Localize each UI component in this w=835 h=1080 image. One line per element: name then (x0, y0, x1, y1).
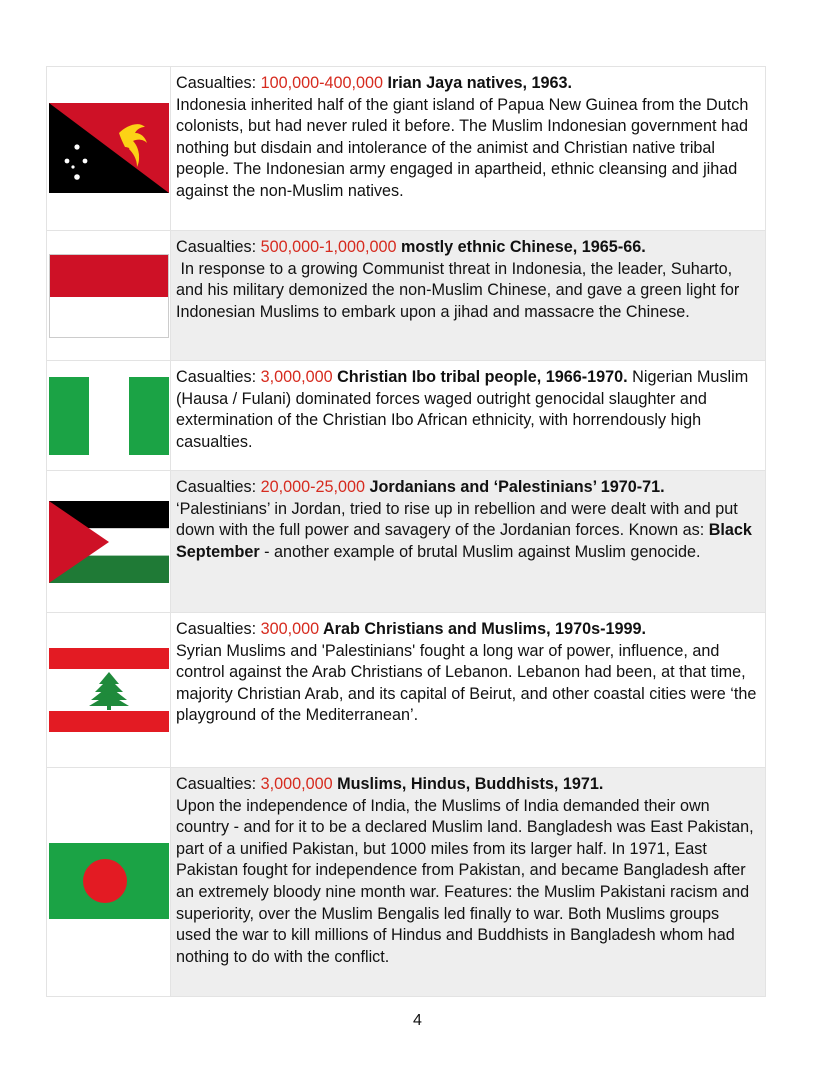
entry-description: Syrian Muslims and 'Palestinians' fought a long war of power, influence, and control against the Arab Christians of Lebanon. Lebanon had been, at that time, majority Christian Arab, and its capital of Beirut, and other coastal cities were ‘the playground of the Mediterranean’. (176, 641, 757, 725)
entry-description: ‘Palestinians’ in Jordan, tried to rise up in rebellion and were dealt with and put down with the full power and savagery of the Jordanian forces. Known as: (176, 499, 738, 540)
casualties-label: Casualties: (176, 368, 261, 386)
flag-cell (47, 471, 171, 612)
entry-description: Nigerian Muslim (Hausa / Fulani) dominated forces waged outright genocidal slaughter and extermination of the Christian Ibo African ethnicity, with horrendously high casualties. (176, 368, 749, 451)
black-september-label: Black September (176, 521, 752, 561)
table-row (46, 231, 766, 361)
table-row (46, 613, 766, 768)
flag-cell (47, 613, 171, 767)
casualties-figure: 3,000,000 (260, 775, 333, 793)
entry-text (171, 361, 765, 470)
entry-text (171, 768, 765, 996)
flag-cell (47, 768, 171, 996)
casualties-label: Casualties: (176, 74, 261, 92)
table-row (46, 67, 766, 231)
papua-new-guinea-flag-icon (49, 103, 169, 193)
entry-description: Upon the independence of India, the Muslims of India demanded their own country - and for it to be a declared Muslim land. Bangladesh was East Pakistan, part of a unified Pakistan, but 1000 miles from its larger half. In 1971, East Pakistan fought for independence from Pakistan, and became Bangladesh after an extremely bloody nine month war. Features: the Muslim Pakistani racism and superiority, over the Muslim Bengalis led finally to war. Both Muslims groups used the war to kill millions of Hindus and Buddhists in Bangladesh whom had nothing to do with the conflict. (176, 796, 754, 966)
entry-description: Indonesia inherited half of the giant island of Papua New Guinea from the Dutch colonists, but had never ruled it before. The Muslim Indonesian government had nothing but disdain and intolerance of the animist and Christian native tribal people. The Indonesian army engaged in apartheid, ethnic cleansing and jihad against the non-Muslim natives. (176, 95, 749, 200)
entry-description: In response to a growing Communist threat in Indonesia, the leader, Suharto, and his military demonized the non-Muslim Chinese, and gave a green light for Indonesian Muslims to embark upon a jihad and massacre the Chinese. (176, 259, 744, 321)
flag-cell (47, 361, 171, 470)
table-row (46, 768, 766, 997)
indonesia-flag-icon (49, 254, 169, 338)
casualties-label: Casualties: (176, 775, 261, 793)
entry-title: Muslims, Hindus, Buddhists, 1971. (332, 775, 604, 793)
entry-text (171, 471, 765, 612)
table-row (46, 361, 766, 471)
entry-title: mostly ethnic Chinese, 1965-66. (396, 238, 646, 256)
entry-title: Arab Christians and Muslims, 1970s-1999. (319, 620, 646, 638)
nigeria-flag-icon (49, 377, 169, 455)
entry-title: Irian Jaya natives, 1963. (383, 74, 572, 92)
flag-cell (47, 231, 171, 360)
casualties-label: Casualties: (176, 238, 261, 256)
casualties-figure: 300,000 (260, 620, 320, 638)
casualties-figure: 3,000,000 (260, 368, 333, 386)
flag-cell (47, 67, 171, 230)
table-row (46, 471, 766, 613)
entry-text (171, 613, 765, 767)
entry-description-end: - another example of brutal Muslim against Muslim genocide. (259, 542, 701, 561)
palestine-flag-icon (49, 501, 169, 583)
page-number: 4 (413, 1012, 422, 1029)
entry-title: Christian Ibo tribal people, 1966-1970. (332, 368, 628, 386)
casualties-label: Casualties: (176, 620, 261, 638)
casualties-figure: 20,000-25,000 (260, 478, 365, 496)
entry-text (171, 231, 765, 360)
casualties-figure: 100,000-400,000 (260, 74, 383, 92)
atrocities-table (46, 66, 766, 997)
entry-title: Jordanians and ‘Palestinians’ 1970-71. (365, 478, 665, 496)
casualties-label: Casualties: (176, 478, 261, 496)
lebanon-flag-icon (49, 648, 169, 732)
entry-text (171, 67, 765, 230)
casualties-figure: 500,000-1,000,000 (260, 238, 397, 256)
bangladesh-flag-icon (49, 843, 169, 919)
